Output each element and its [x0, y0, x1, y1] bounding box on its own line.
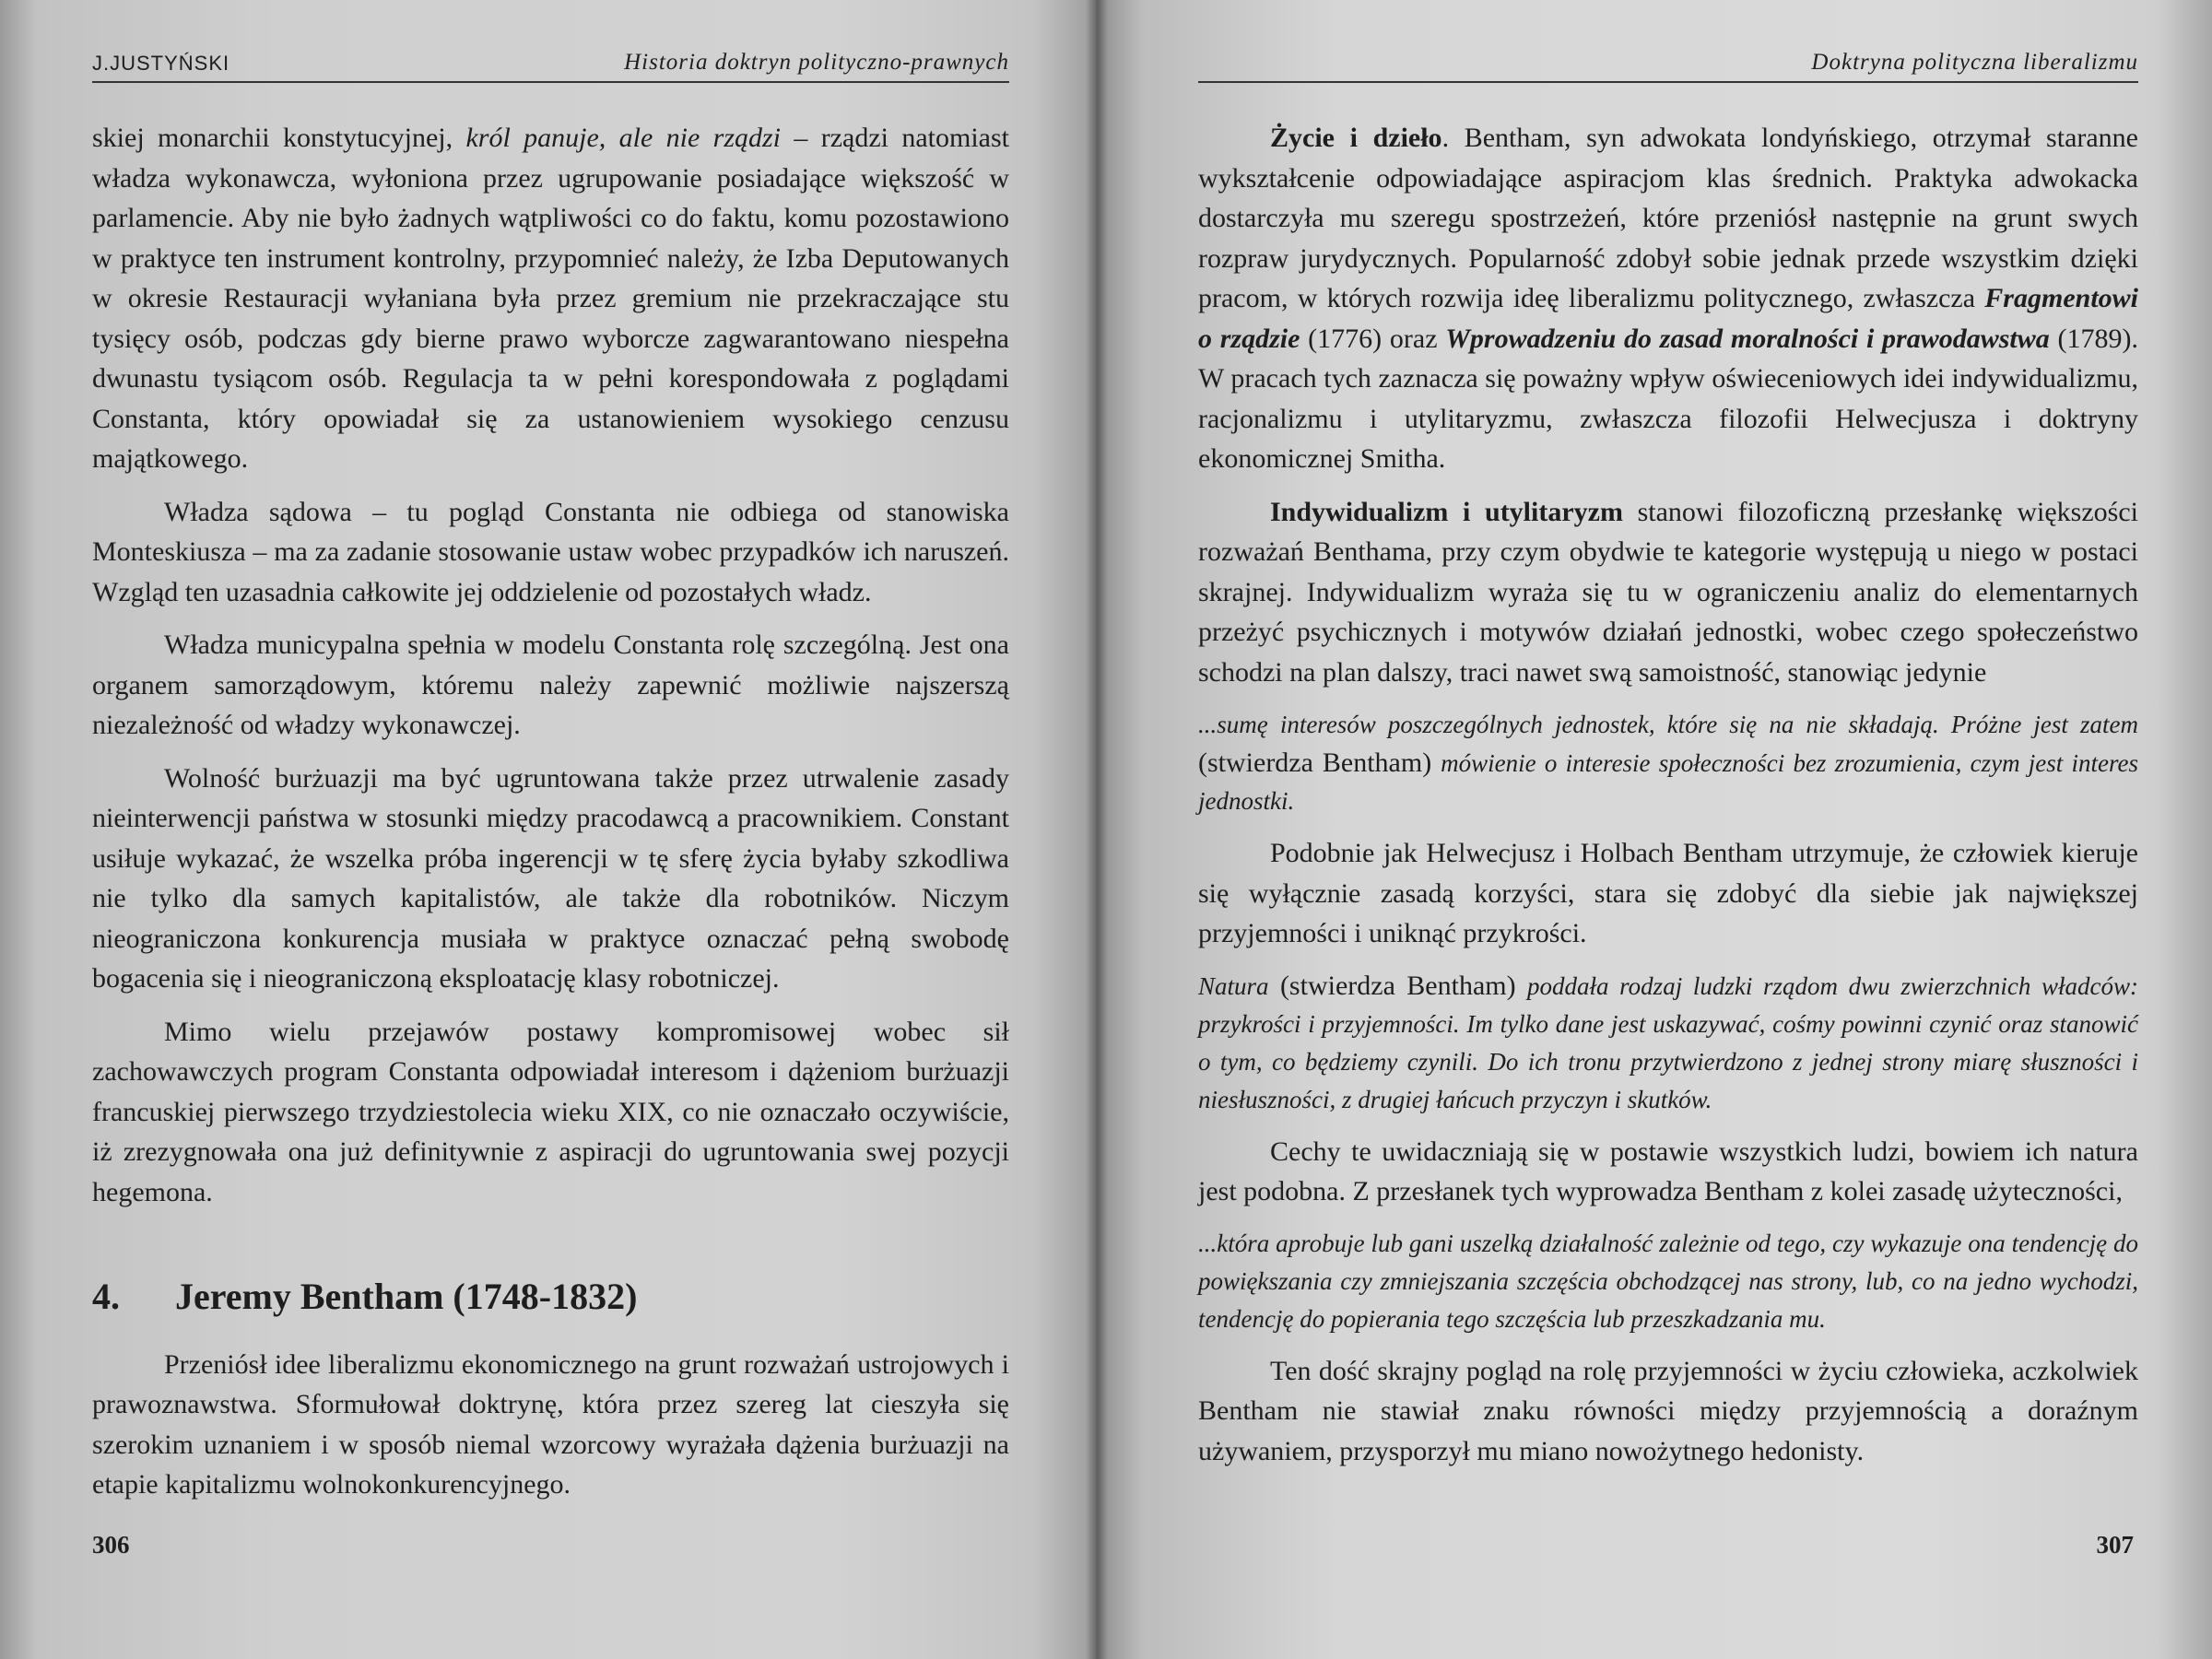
text-run: . Bentham, syn adwokata londyńskiego, otrzymał staranne wykształcenie odpowiadające aspiracjom klas średnich. Praktyka adwokacka dostarczyła mu szeregu spostrzeżeń, które przeniósł następnie na grunt swych rozpraw jurydycznych. Popularność zdobył sobie jednak przede wszystkim dzięki pracom, w których rozwija ideę liberalizmu politycznego, zwłaszcza [1198, 123, 2138, 313]
right-page [1097, 0, 2212, 1659]
text-run: stanowi filozoficzną przesłankę większości rozważań Benthama, przy czym obydwie te kategorie występują u niego w postaci skrajnej. Indywidualizm wyraża się tu w ograniczeniu analiz do elementarnych przeżyć psychicznych i motywów działań jednostki, wobec czego społeczeństwo schodzi na plan dalszy, traci nawet swą samoistność, stanowiąc jedynie [1198, 496, 2138, 688]
section-heading [92, 1277, 1009, 1317]
text-run: (1776) oraz [1300, 323, 1446, 354]
right-running-head [1198, 50, 2138, 83]
paragraph: Ten dość skrajny pogląd na rolę przyjemności w życiu człowieka, aczkolwiek Bentham nie stawiał znaku równości między przyjemnością a doraźnym używaniem, przysporzył mu miano nowożytnego hedonisty. [1198, 1355, 2138, 1466]
paragraph: Podobnie jak Helwecjusz i Holbach Bentham utrzymuje, że człowiek kieruje się wyłącznie zasadą korzyści, stara się zdobyć dla siebie jak największej przyjemności i uniknąć przykrości. [1198, 838, 2138, 948]
italic-phrase: król panuje, ale nie rządzi [465, 123, 782, 153]
paragraph: Władza municypalna spełnia w modelu Constanta rolę szczególną. Jest ona organem samorządowym, któremu należy zapewnić możliwie najszerszą niezależność od władzy wykonawczej. [92, 629, 1009, 740]
right-body-text [1198, 118, 2138, 1471]
paragraph: Mimo wielu przejawów postawy kompromisowej wobec sił zachowawczych program Constanta odpowiadał interesom i dążeniom burżuazji francuskiej pierwszego trzydziestolecia wieku XIX, co nie oznaczało oczywiście, iż zrezygnowała ona już definitywnie z aspiracji do ugruntowania swej pozycji hegemona. [92, 1016, 1009, 1207]
paragraph [1198, 118, 2138, 479]
quote-text: ...sumę interesów poszczególnych jednostek, które się na nie składają. Próżne jest zatem [1198, 711, 2138, 738]
quotation [1198, 967, 2138, 1119]
left-body-text [92, 118, 1009, 1505]
left-running-head [92, 50, 1009, 83]
work-title: Wprowadzeniu do zasad moralności i prawodawstwa [1445, 323, 2050, 354]
paragraph: Przeniósł idee liberalizmu ekonomicznego na grunt rozważań ustrojowych i prawoznawstwa. Sformułował doktrynę, która przez szereg lat cieszyła się szerokim uznaniem i w sposób niemal wzorcowy wyrażała dążenia burżuazji na etapie kapitalizmu wolnokonkurencyjnego. [92, 1348, 1009, 1500]
paragraph: Władza sądowa – tu pogląd Constanta nie odbiega od stanowiska Monteskiusza – ma za zadanie stosowanie ustaw wobec przypadków ich naruszeń. Wzgląd ten uzasadnia całkowite jej oddzielenie od pozostałych władz. [92, 496, 1009, 607]
page-number-right: 307 [2096, 1531, 2134, 1559]
run-in-heading: Życie i dzieło [1270, 123, 1442, 153]
quote-attribution: (stwierdza Bentham) [1198, 747, 1441, 778]
quote-text: poddała rodzaj ludzki rządom dwu zwierzchnich władców: przykrości i przyjemności. Im tylko dane jest uskazywać, cośmy powinni czynić oraz stanowić o tym, co będziemy czynili. Do ich tronu przytwierdzono z jednej strony miarę słuszności i niesłuszności, z drugiej łańcuch przyczyn i skutków. [1198, 971, 2138, 1113]
quote-attribution: (stwierdza Bentham) [1268, 970, 1528, 1001]
paragraph: Cechy te uwidaczniają się w postawie wszystkich ludzi, bowiem ich natura jest podobna. Z przesłanek tych wyprowadza Bentham z kolei zasadę użyteczności, [1198, 1135, 2138, 1206]
section-title: Jeremy Bentham (1748-1832) [175, 1276, 638, 1317]
work-title: Fragmentowi o rządzie [1198, 283, 2138, 354]
quote-text: Natura [1198, 971, 1269, 1000]
quote-text: mówienie o interesie społeczności bez zrozumienia, czym jest interes jednostki. [1198, 749, 2138, 815]
paragraph [92, 118, 1009, 479]
paragraph: Wolność burżuazji ma być ugruntowana także przez utrwalenie zasady nieinterwencji państwa w stosunki między pracodawcą a pracownikiem. Constant usiłuje wykazać, że wszelka próba ingerencji w tę sferę życia byłaby szkodliwa nie tylko dla samych kapitalistów, ale także dla robotników. Niczym nieograniczona konkurencja musiała w praktyce oznaczać pełną swobodę bogacenia się i nieograniczoną eksploatację klasy robotniczej. [92, 762, 1009, 994]
page-number-left: 306 [92, 1531, 130, 1559]
quotation [1198, 705, 2138, 820]
text-run: (1789). W pracach tych zaznacza się poważny wpływ oświeceniowych idei indywidualizmu, racjonalizmu i utylitaryzmu, zwłaszcza filozofii Helwecjusza i doktryny ekonomicznej Smitha. [1198, 323, 2138, 474]
book-gutter [1086, 0, 1108, 1659]
text-run: skiej monarchii konstytucyjnej, [92, 123, 466, 153]
paragraph [1198, 492, 2138, 693]
quotation: ...która aprobuje lub gani uszelką działalność zależnie od tego, czy wykazuje ona tendencję do powiększania czy zmniejszania szczęścia obchodzącej nas strony, lub, co na jedno wychodzi, tendencję do popierania tego szczęścia lub przeszkadzania mu. [1198, 1229, 2138, 1333]
running-head-title: Doktryna polityczna liberalizmu [1811, 50, 2138, 75]
running-head-author: J.JUSTYŃSKI [92, 52, 230, 75]
text-run: – rządzi natomiast władza wykonawcza, wyłoniona przez ugrupowanie posiadające większość w parlamencie. Aby nie było żadnych wątpliwości co do faktu, komu pozostawiono w praktyce ten instrument kontrolny, przypomnieć należy, że Izba Deputowanych w okresie Restauracji wyłaniana była przez gremium nie przekraczające stu tysięcy osób, podczas gdy bierne prawo wyborcze zagwarantowano niespełna dwunastu tysiącom osób. Regulacja ta w pełni korespondowała z poglądami Constanta, który opowiadał się za ustanowieniem wysokiego cenzusu majątkowego. [92, 123, 1009, 474]
section-number: 4. [92, 1276, 120, 1317]
run-in-heading: Indywidualizm i utylitaryzm [1270, 496, 1623, 527]
left-page [0, 0, 1097, 1659]
running-head-title: Historia doktryn polityczno-prawnych [624, 50, 1009, 75]
